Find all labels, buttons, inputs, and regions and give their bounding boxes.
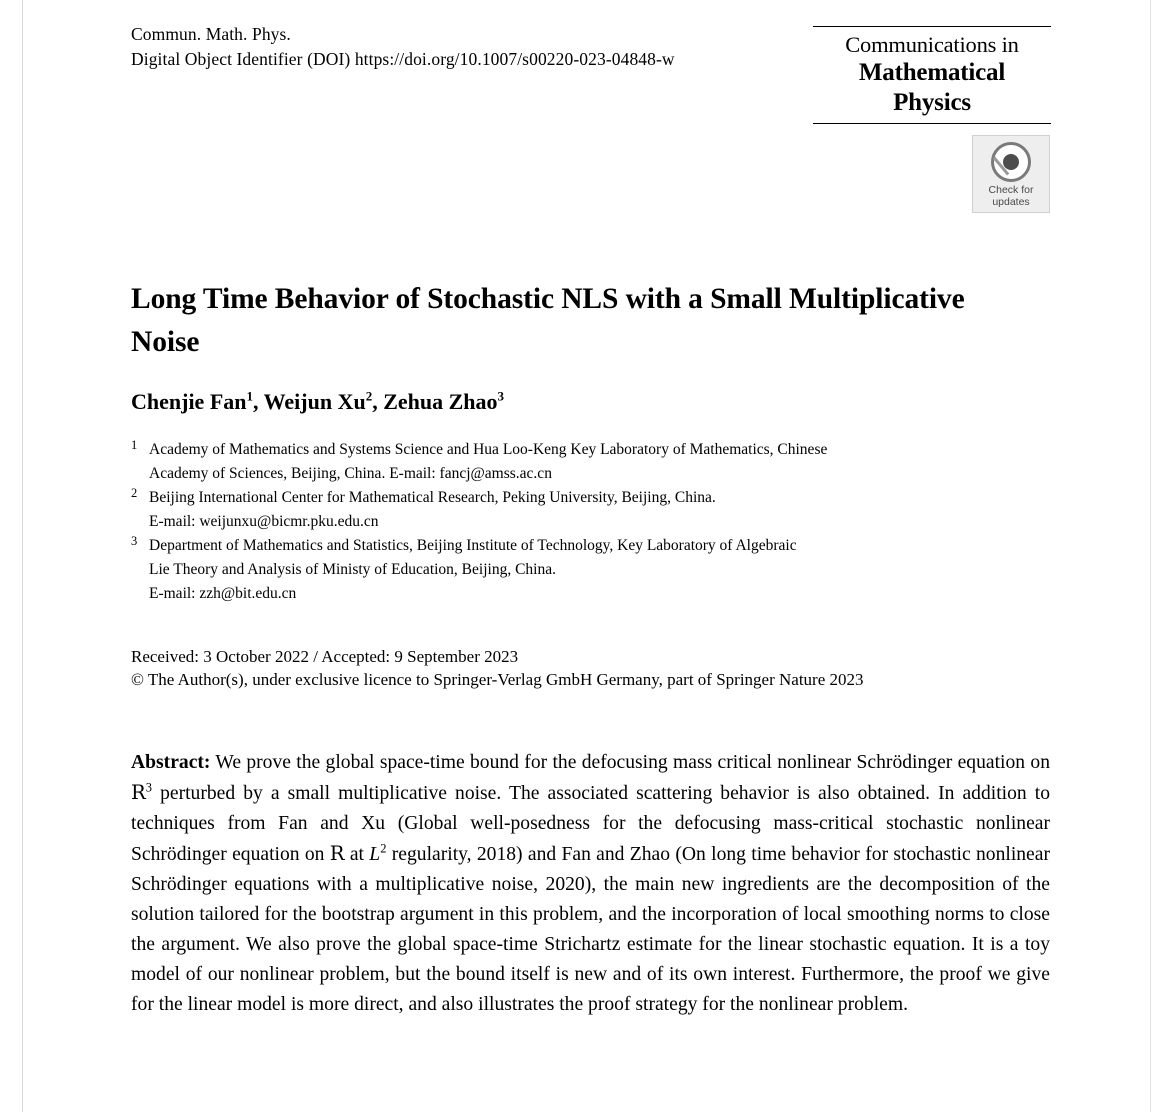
- affiliation-line: Beijing International Center for Mathematical Research, Peking University, Beijing, China.: [149, 489, 716, 506]
- affiliation-item: [131, 438, 1056, 486]
- abstract-symbol-r: R: [329, 842, 345, 865]
- author-affil-marker-1: 1: [246, 388, 253, 404]
- abstract-symbol-l-exponent: 2: [380, 841, 387, 856]
- abstract-text-part4: regularity, 2018) and Fan and Zhao (On long time behavior for stochastic nonlinear Schrödinger equations with a multiplicative noise, 2020), the main new ingredients are the decomposition of the solution tailored for the bootstrap argument in this problem, and the incorporation of local smoothing norms to close the argument. We also prove the global space-time Strichartz estimate for the linear stochastic equation. It is a toy model of our nonlinear problem, but the bound itself is new and of its own interest. Furthermore, the proof we give for the linear model is more direct, and also illustrates the proof strategy for the nonlinear problem.: [131, 844, 1050, 1015]
- journal-logo-line2: Mathematical: [858, 59, 1006, 86]
- copyright-line: © The Author(s), under exclusive licence to Springer-Verlag GmbH Germany, part of Springer Nature 2023: [131, 670, 864, 689]
- affiliation-line: Lie Theory and Analysis of Ministy of Education, Beijing, China.: [149, 561, 556, 578]
- doi-line: Digital Object Identifier (DOI) https://doi.org/10.1007/s00220-023-04848-w: [131, 49, 675, 69]
- author-name-2: Weijun Xu: [263, 389, 366, 414]
- author-separator-1: ,: [253, 389, 264, 414]
- affiliation-marker: 3: [131, 534, 138, 548]
- affiliation-line: Academy of Sciences, Beijing, China. E-mail: fancj@amss.ac.cn: [149, 465, 552, 482]
- page-right-edge: [1150, 0, 1161, 1112]
- journal-logo-line1: Communications in: [845, 32, 1019, 57]
- page-title: Long Time Behavior of Stochastic NLS with a Small Multiplicative Noise: [131, 282, 965, 358]
- affiliation-line: Department of Mathematics and Statistics, Beijing Institute of Technology, Key Laboratory of Algebraic: [149, 537, 797, 554]
- affiliation-list: [131, 438, 1056, 606]
- abstract-symbol-l: L: [369, 844, 381, 865]
- abstract-text-part3: at: [349, 844, 364, 865]
- affiliation-line: E-mail: weijunxu@bicmr.pku.edu.cn: [149, 513, 379, 530]
- journal-short-name: Commun. Math. Phys.: [131, 24, 291, 44]
- crossmark-label-line1: Check for: [988, 184, 1034, 196]
- journal-logo-line3: Physics: [893, 89, 971, 116]
- publication-dates: [131, 645, 1056, 691]
- received-accepted-line: Received: 3 October 2022 / Accepted: 9 September 2023: [131, 647, 519, 666]
- abstract-text-part2: perturbed by a small multiplicative noise. The associated scattering behavior is also obtained. In addition to techniques from Fan and Xu (Global well-posedness for the defocusing mass-critical stochastic nonlinear Schrödinger equation on: [131, 783, 1050, 865]
- logo-rule-bottom: [813, 123, 1051, 124]
- abstract-label: Abstract:: [131, 752, 211, 773]
- author-affil-marker-2: 2: [365, 388, 373, 404]
- journal-logo: [813, 26, 1051, 124]
- abstract-symbol-r3-exponent: 3: [145, 780, 153, 795]
- author-name-1: Chenjie Fan: [131, 389, 247, 414]
- header-block: [131, 22, 791, 72]
- affiliation-line: Academy of Mathematics and Systems Science and Hua Loo-Keng Key Laboratory of Mathematics, Chinese: [149, 441, 828, 458]
- affiliation-marker: 1: [131, 438, 138, 452]
- abstract-block: [131, 748, 1050, 1020]
- affiliation-item: [131, 534, 1056, 606]
- author-separator-2: ,: [372, 389, 384, 414]
- check-for-updates-badge[interactable]: [972, 135, 1050, 213]
- page-left-edge: [0, 0, 23, 1112]
- affiliation-line: E-mail: zzh@bit.edu.cn: [149, 585, 297, 602]
- abstract-text-part1: We prove the global space-time bound for the defocusing mass critical nonlinear Schrödinger equation on: [215, 752, 1050, 773]
- author-list: [131, 388, 1011, 416]
- abstract-symbol-r3: R: [131, 781, 146, 804]
- crossmark-label-line2: updates: [992, 196, 1030, 208]
- affiliation-item: [131, 486, 1056, 534]
- logo-rule-top: [813, 26, 1051, 27]
- author-affil-marker-3: 3: [497, 388, 505, 404]
- affiliation-marker: 2: [131, 486, 138, 500]
- author-name-3: Zehua Zhao: [383, 389, 498, 414]
- crossmark-circle-icon: [991, 142, 1031, 182]
